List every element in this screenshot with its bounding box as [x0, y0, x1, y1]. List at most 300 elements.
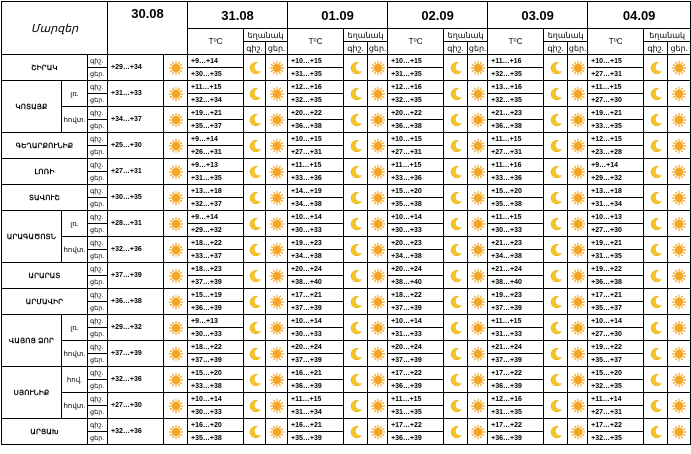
sun-icon — [169, 113, 183, 127]
region-name: ԼՈՌԻ — [2, 159, 88, 185]
sun-icon — [672, 61, 686, 75]
table-row — [2, 133, 691, 146]
sun-icon — [371, 61, 385, 75]
moon-icon — [349, 61, 363, 75]
temp-range: +36…+38 — [588, 276, 644, 289]
sun-icon — [169, 61, 183, 75]
sun-icon — [468, 419, 488, 445]
sun-icon — [672, 399, 686, 413]
temp-range: +12…+15 — [588, 133, 644, 146]
moon-icon — [544, 367, 568, 393]
sun-icon — [371, 321, 385, 335]
table-row — [2, 315, 691, 328]
moon-icon — [649, 347, 663, 361]
moon-icon — [544, 393, 568, 419]
date-header-0: 30.08 — [108, 2, 188, 55]
subregion-label: լռ. — [62, 81, 88, 107]
temp-range: +38…+40 — [388, 276, 444, 289]
moon-icon — [248, 165, 262, 179]
sun-icon — [368, 133, 388, 159]
temp-range: +31…+35 — [488, 406, 544, 419]
temp-range: +16…+21 — [288, 419, 344, 432]
moon-icon — [349, 139, 363, 153]
sun-icon — [672, 217, 686, 231]
weather-header: եղանակ — [344, 29, 388, 42]
moon-icon — [248, 425, 262, 439]
sun-icon — [568, 341, 588, 367]
moon-icon — [649, 113, 663, 127]
temp-range: +19…+21 — [588, 107, 644, 120]
temp-range: +11…+16 — [488, 159, 544, 172]
temp-range: +34…+38 — [388, 250, 444, 263]
day-header: ցեր. — [568, 43, 587, 53]
sun-icon — [668, 159, 691, 185]
sun-icon — [169, 425, 183, 439]
sun-icon — [672, 269, 686, 283]
moon-icon — [349, 165, 363, 179]
moon-icon — [644, 159, 668, 185]
sun-icon — [270, 191, 284, 205]
moon-icon — [644, 289, 668, 315]
temp-range: +32…+37 — [188, 198, 244, 211]
moon-icon — [248, 243, 262, 257]
temp-30-08: +32…+36 — [108, 237, 164, 263]
sun-icon — [368, 341, 388, 367]
sun-icon — [668, 393, 691, 419]
temp-range: +17…+21 — [588, 289, 644, 302]
moon-icon — [449, 191, 463, 205]
temp-range: +21…+23 — [488, 237, 544, 250]
temp-range: +10…+14 — [388, 315, 444, 328]
period-night: գիշ. — [88, 211, 108, 224]
temp-range: +9…+14 — [188, 55, 244, 68]
moon-icon — [649, 165, 663, 179]
period-night: գիշ. — [88, 55, 108, 68]
sun-icon — [266, 419, 288, 445]
temp-range: +12…+16 — [488, 393, 544, 406]
temp-range: +11…+15 — [288, 159, 344, 172]
moon-icon — [544, 107, 568, 133]
temp-range: +17…+21 — [288, 289, 344, 302]
sun-icon — [571, 269, 585, 283]
moon-icon — [649, 321, 663, 335]
temp-range: +33…+38 — [188, 380, 244, 393]
moon-icon — [544, 237, 568, 263]
moon-icon — [449, 61, 463, 75]
sun-icon — [266, 315, 288, 341]
sun-icon — [270, 87, 284, 101]
moon-icon — [549, 217, 563, 231]
weather-header: եղանակ — [644, 29, 691, 42]
period-day: ցեր. — [88, 432, 108, 445]
sun-icon — [266, 81, 288, 107]
moon-icon — [349, 191, 363, 205]
day-header: ցեր. — [368, 43, 387, 53]
moon-icon — [544, 185, 568, 211]
temp-range: +33…+36 — [488, 172, 544, 185]
sun-icon — [468, 289, 488, 315]
sun-icon — [266, 211, 288, 237]
temp-range: +15…+20 — [188, 367, 244, 380]
moon-icon — [649, 243, 663, 257]
temp-range: +21…+24 — [488, 341, 544, 354]
period-night: գիշ. — [88, 185, 108, 198]
temp-30-08: +31…+33 — [108, 81, 164, 107]
moon-icon — [644, 393, 668, 419]
sun-icon — [571, 61, 585, 75]
sun-icon — [164, 211, 188, 237]
sun-icon — [568, 237, 588, 263]
sun-icon — [371, 165, 385, 179]
sun-icon — [471, 295, 485, 309]
sun-icon — [668, 237, 691, 263]
sun-icon — [164, 393, 188, 419]
sun-icon — [668, 289, 691, 315]
moon-icon — [344, 81, 368, 107]
temp-range: +30…+33 — [188, 406, 244, 419]
sun-icon — [164, 263, 188, 289]
moon-icon — [644, 81, 668, 107]
moon-icon — [344, 133, 368, 159]
table-row — [2, 159, 691, 172]
sun-icon — [471, 321, 485, 335]
temp-range: +35…+39 — [288, 432, 344, 445]
sun-icon — [468, 341, 488, 367]
period-day: ցեր. — [88, 276, 108, 289]
moon-icon — [344, 263, 368, 289]
moon-icon — [549, 191, 563, 205]
period-night: գիշ. — [88, 367, 108, 380]
moon-icon — [344, 315, 368, 341]
temp-range: +29…+32 — [588, 172, 644, 185]
temp-range: +19…+21 — [588, 237, 644, 250]
temp-range: +37…+39 — [388, 354, 444, 367]
sun-icon — [471, 87, 485, 101]
temp-range: +27…+30 — [588, 224, 644, 237]
temp-range: +15…+20 — [588, 367, 644, 380]
subregion-label: լռ. — [62, 211, 88, 237]
temp-range: +35…+37 — [588, 302, 644, 315]
sun-icon — [164, 237, 188, 263]
sun-icon — [169, 295, 183, 309]
sun-icon — [568, 419, 588, 445]
sun-icon — [668, 55, 691, 81]
sun-icon — [164, 159, 188, 185]
period-day: ցեր. — [88, 68, 108, 81]
moon-icon — [248, 269, 262, 283]
sun-icon — [368, 159, 388, 185]
temp-30-08: +29…+32 — [108, 315, 164, 341]
temp-range: +32…+35 — [588, 380, 644, 393]
temp-range: +11…+15 — [188, 81, 244, 94]
temp-range: +10…+14 — [588, 315, 644, 328]
moon-icon — [644, 263, 668, 289]
period-day: ցեր. — [88, 354, 108, 367]
sun-icon — [270, 425, 284, 439]
temp-range: +30…+33 — [488, 224, 544, 237]
temp-range: +33…+36 — [388, 172, 444, 185]
temp-30-08: +27…+31 — [108, 159, 164, 185]
date-header-4: 03.09 — [488, 2, 588, 29]
sun-icon — [368, 55, 388, 81]
period-day: ցեր. — [88, 406, 108, 419]
sun-icon — [270, 347, 284, 361]
moon-icon — [444, 367, 468, 393]
date-header-3: 02.09 — [388, 2, 488, 29]
sun-icon — [471, 217, 485, 231]
sun-icon — [164, 289, 188, 315]
moon-icon — [444, 393, 468, 419]
temp-range: +31…+35 — [188, 172, 244, 185]
sun-icon — [164, 341, 188, 367]
temp-range: +11…+15 — [388, 393, 444, 406]
moon-icon — [644, 341, 668, 367]
temp-range: +19…+23 — [288, 237, 344, 250]
temp-range: +19…+22 — [588, 341, 644, 354]
sun-icon — [571, 113, 585, 127]
moon-icon — [649, 139, 663, 153]
temp-30-08: +29…+34 — [108, 55, 164, 81]
temp-range: +9…+14 — [188, 133, 244, 146]
moon-icon — [649, 61, 663, 75]
moon-icon — [244, 263, 266, 289]
sun-icon — [270, 269, 284, 283]
temp-range: +32…+35 — [488, 68, 544, 81]
region-name: ԱՐՄԱՎԻՐ — [2, 289, 88, 315]
sun-icon — [468, 133, 488, 159]
subregion-label: հովտ. — [62, 393, 88, 419]
period-night: գիշ. — [88, 419, 108, 432]
sun-icon — [266, 341, 288, 367]
sun-icon — [270, 373, 284, 387]
temp-range: +18…+22 — [188, 341, 244, 354]
moon-icon — [444, 341, 468, 367]
period-day: ցեր. — [88, 250, 108, 263]
sun-icon — [368, 211, 388, 237]
sun-icon — [270, 321, 284, 335]
temp-30-08: +37…+39 — [108, 341, 164, 367]
temp-range: +20…+24 — [388, 263, 444, 276]
moon-icon — [644, 55, 668, 81]
sun-icon — [568, 315, 588, 341]
moon-icon — [444, 263, 468, 289]
period-night: գիշ. — [88, 159, 108, 172]
sun-icon — [169, 165, 183, 179]
sun-icon — [371, 243, 385, 257]
temp-range: +30…+33 — [388, 224, 444, 237]
temp-range: +13…+18 — [588, 185, 644, 198]
temp-range: +31…+35 — [388, 406, 444, 419]
moon-icon — [344, 211, 368, 237]
temp-30-08: +32…+36 — [108, 367, 164, 393]
moon-icon — [349, 113, 363, 127]
temp-range: +29…+32 — [188, 224, 244, 237]
moon-icon — [549, 113, 563, 127]
sun-icon — [568, 159, 588, 185]
sun-icon — [571, 243, 585, 257]
moon-icon — [349, 321, 363, 335]
moon-icon — [649, 87, 663, 101]
moon-icon — [649, 373, 663, 387]
temp-range: +27…+30 — [588, 94, 644, 107]
sun-icon — [471, 139, 485, 153]
temp-range: +30…+35 — [188, 68, 244, 81]
sun-icon — [368, 263, 388, 289]
temp-range: +10…+15 — [388, 133, 444, 146]
sun-icon — [668, 419, 691, 445]
sun-icon — [672, 295, 686, 309]
temp-range: +20…+23 — [388, 237, 444, 250]
temp-30-08: +27…+30 — [108, 393, 164, 419]
sun-icon — [568, 55, 588, 81]
moon-icon — [649, 191, 663, 205]
period-night: գիշ. — [88, 237, 108, 250]
temp-range: +27…+31 — [488, 146, 544, 159]
sun-icon — [371, 295, 385, 309]
moon-icon — [449, 373, 463, 387]
moon-icon — [549, 373, 563, 387]
temp-range: +32…+34 — [188, 94, 244, 107]
temp-range: +27…+31 — [588, 68, 644, 81]
temp-range: +16…+20 — [188, 419, 244, 432]
moon-icon — [449, 347, 463, 361]
period-night: գիշ. — [88, 289, 108, 302]
temp-30-08: +28…+31 — [108, 211, 164, 237]
temp-range: +10…+14 — [288, 211, 344, 224]
moon-icon — [649, 217, 663, 231]
period-day: ցեր. — [88, 224, 108, 237]
temp-range: +16…+21 — [288, 367, 344, 380]
moon-icon — [444, 185, 468, 211]
moon-icon — [549, 61, 563, 75]
sun-icon — [164, 419, 188, 445]
temp-range: +9…+14 — [588, 159, 644, 172]
sun-icon — [266, 133, 288, 159]
sun-icon — [169, 347, 183, 361]
temp-range: +36…+39 — [488, 380, 544, 393]
temp-range: +18…+22 — [388, 289, 444, 302]
temp-range: +20…+24 — [288, 341, 344, 354]
moon-icon — [248, 113, 262, 127]
temp-range: +31…+33 — [388, 328, 444, 341]
regions-header: Մարզեր — [2, 2, 108, 55]
moon-icon — [549, 269, 563, 283]
temp-range: +34…+38 — [488, 250, 544, 263]
period-day: ցեր. — [88, 120, 108, 133]
sun-icon — [266, 289, 288, 315]
moon-icon — [449, 399, 463, 413]
temp-range: +31…+33 — [488, 328, 544, 341]
sun-icon — [668, 315, 691, 341]
temp-range: +38…+40 — [288, 276, 344, 289]
period-day: ցեր. — [88, 172, 108, 185]
temp-range: +11…+14 — [588, 393, 644, 406]
sun-icon — [668, 367, 691, 393]
moon-icon — [344, 55, 368, 81]
sun-icon — [568, 185, 588, 211]
temp-range: +37…+39 — [488, 354, 544, 367]
temp-range: +17…+22 — [388, 419, 444, 432]
table-row — [2, 393, 691, 406]
moon-icon — [349, 399, 363, 413]
subregion-label: հով. — [62, 367, 88, 393]
temp-range: +32…+35 — [588, 432, 644, 445]
subregion-label: հովտ. — [62, 107, 88, 133]
sun-icon — [672, 191, 686, 205]
sun-icon — [169, 139, 183, 153]
sun-icon — [468, 367, 488, 393]
temp-range: +27…+31 — [388, 146, 444, 159]
sun-icon — [368, 107, 388, 133]
temp-range: +10…+15 — [288, 133, 344, 146]
moon-icon — [344, 159, 368, 185]
temp-range: +13…+18 — [188, 185, 244, 198]
temp-range: +36…+38 — [488, 120, 544, 133]
period-night: գիշ. — [88, 107, 108, 120]
moon-icon — [349, 243, 363, 257]
sun-icon — [672, 425, 686, 439]
temp-range: +11…+15 — [588, 81, 644, 94]
temp-range: +35…+38 — [388, 198, 444, 211]
temp-range: +20…+22 — [288, 107, 344, 120]
moon-icon — [644, 185, 668, 211]
period-day: ցեր. — [88, 380, 108, 393]
sun-icon — [471, 373, 485, 387]
temp-range: +20…+24 — [388, 341, 444, 354]
moon-icon — [444, 211, 468, 237]
sun-icon — [371, 399, 385, 413]
sun-icon — [672, 113, 686, 127]
subregion-label: հովտ. — [62, 237, 88, 263]
sun-icon — [270, 243, 284, 257]
temp-range: +11…+15 — [488, 315, 544, 328]
sun-icon — [371, 139, 385, 153]
sun-icon — [169, 373, 183, 387]
moon-icon — [449, 217, 463, 231]
moon-icon — [444, 289, 468, 315]
sun-icon — [468, 237, 488, 263]
sun-icon — [468, 211, 488, 237]
subregion-label: լռ. — [62, 315, 88, 341]
moon-icon — [244, 211, 266, 237]
sun-icon — [568, 263, 588, 289]
temp-range: +10…+14 — [388, 211, 444, 224]
moon-icon — [549, 425, 563, 439]
sun-icon — [672, 347, 686, 361]
sun-icon — [368, 289, 388, 315]
moon-icon — [649, 295, 663, 309]
region-name: ԿՈՏԱՅՔ — [2, 81, 62, 133]
moon-icon — [449, 295, 463, 309]
sun-icon — [468, 263, 488, 289]
temp-range: +17…+22 — [388, 367, 444, 380]
sun-icon — [266, 263, 288, 289]
temp-range: +31…+34 — [588, 198, 644, 211]
temp-30-08: +32…+36 — [108, 419, 164, 445]
moon-icon — [244, 185, 266, 211]
period-night: գիշ. — [88, 81, 108, 94]
temp-range: +17…+22 — [488, 367, 544, 380]
temp-range: +32…+35 — [288, 94, 344, 107]
moon-icon — [544, 159, 568, 185]
temp-range: +19…+21 — [188, 107, 244, 120]
temp-range: +15…+20 — [388, 185, 444, 198]
sun-icon — [270, 61, 284, 75]
sun-icon — [169, 321, 183, 335]
moon-icon — [549, 87, 563, 101]
sun-icon — [371, 269, 385, 283]
weather-header: եղանակ — [244, 29, 288, 42]
